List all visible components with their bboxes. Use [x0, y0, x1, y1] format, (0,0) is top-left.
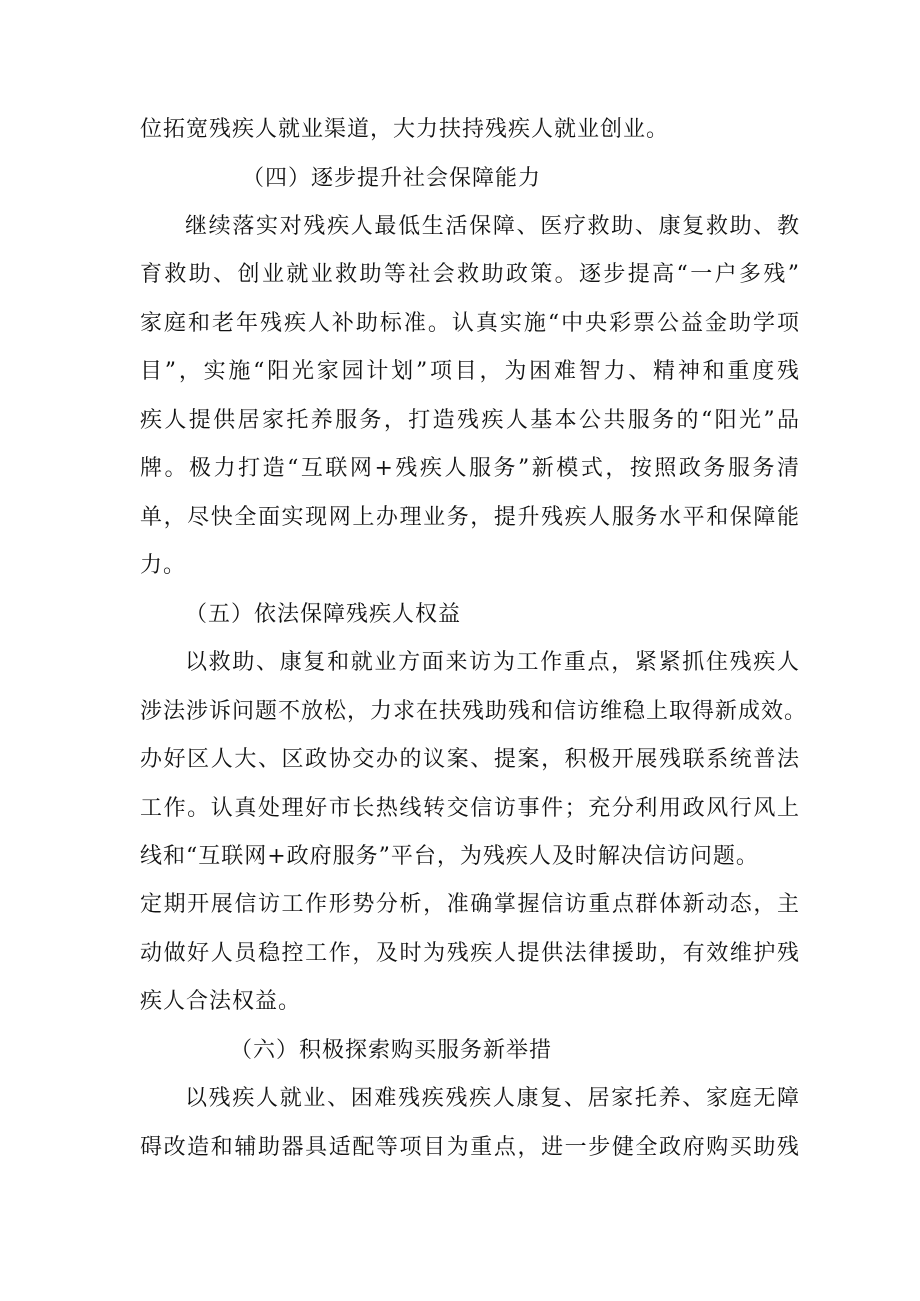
section-heading-six: （六）积极探索购买服务新举措 [230, 1038, 553, 1063]
paragraph-line: 目”，实施“阳光家园计划”项目，为困难智力、精神和重度残 [140, 359, 800, 384]
paragraph-line: 继续落实对残疾人最低生活保障、医疗救助、康复救助、教 [185, 214, 800, 239]
paragraph-line: 涉法涉诉问题不放松，力求在扶残助残和信访维稳上取得新成效。 [140, 699, 808, 724]
paragraph-line: 以救助、康复和就业方面来访为工作重点，紧紧抓住残疾人 [185, 650, 800, 675]
paragraph-line: 牌。极力打造“互联网+残疾人服务”新模式，按照政务服务清 [140, 456, 800, 481]
paragraph-line: 工作。认真处理好市长热线转交信访事件；充分利用政风行风上 [140, 796, 800, 821]
paragraph-line: 疾人合法权益。 [140, 989, 302, 1014]
paragraph-line: 碍改造和辅助器具适配等项目为重点，进一步健全政府购买助残 [140, 1135, 800, 1160]
section-heading-five: （五）依法保障残疾人权益 [185, 602, 462, 627]
paragraph-line: 线和“互联网+政府服务”平台，为残疾人及时解决信访问题。 [140, 844, 759, 869]
paragraph-line: 育救助、创业就业救助等社会救助政策。逐步提高“一户多残” [140, 262, 800, 287]
paragraph-line: 位拓宽残疾人就业渠道，大力扶持残疾人就业创业。 [140, 117, 670, 142]
paragraph-line: 疾人提供居家托养服务，打造残疾人基本公共服务的“阳光”品 [140, 408, 800, 433]
paragraph-line: 动做好人员稳控工作，及时为残疾人提供法律援助，有效维护残 [140, 941, 800, 966]
paragraph-line: 定期开展信访工作形势分析，准确掌握信访重点群体新动态，主 [140, 892, 800, 917]
section-heading-four: （四）逐步提升社会保障能力 [242, 166, 542, 191]
paragraph-line: 力。 [140, 553, 187, 578]
paragraph-line: 以残疾人就业、困难残疾残疾人康复、居家托养、家庭无障 [185, 1086, 800, 1111]
paragraph-line: 单，尽快全面实现网上办理业务，提升残疾人服务水平和保障能 [140, 505, 800, 530]
paragraph-line: 办好区人大、区政协交办的议案、提案，积极开展残联系统普法 [140, 747, 800, 772]
paragraph-line: 家庭和老年残疾人补助标准。认真实施“中央彩票公益金助学项 [140, 311, 800, 336]
